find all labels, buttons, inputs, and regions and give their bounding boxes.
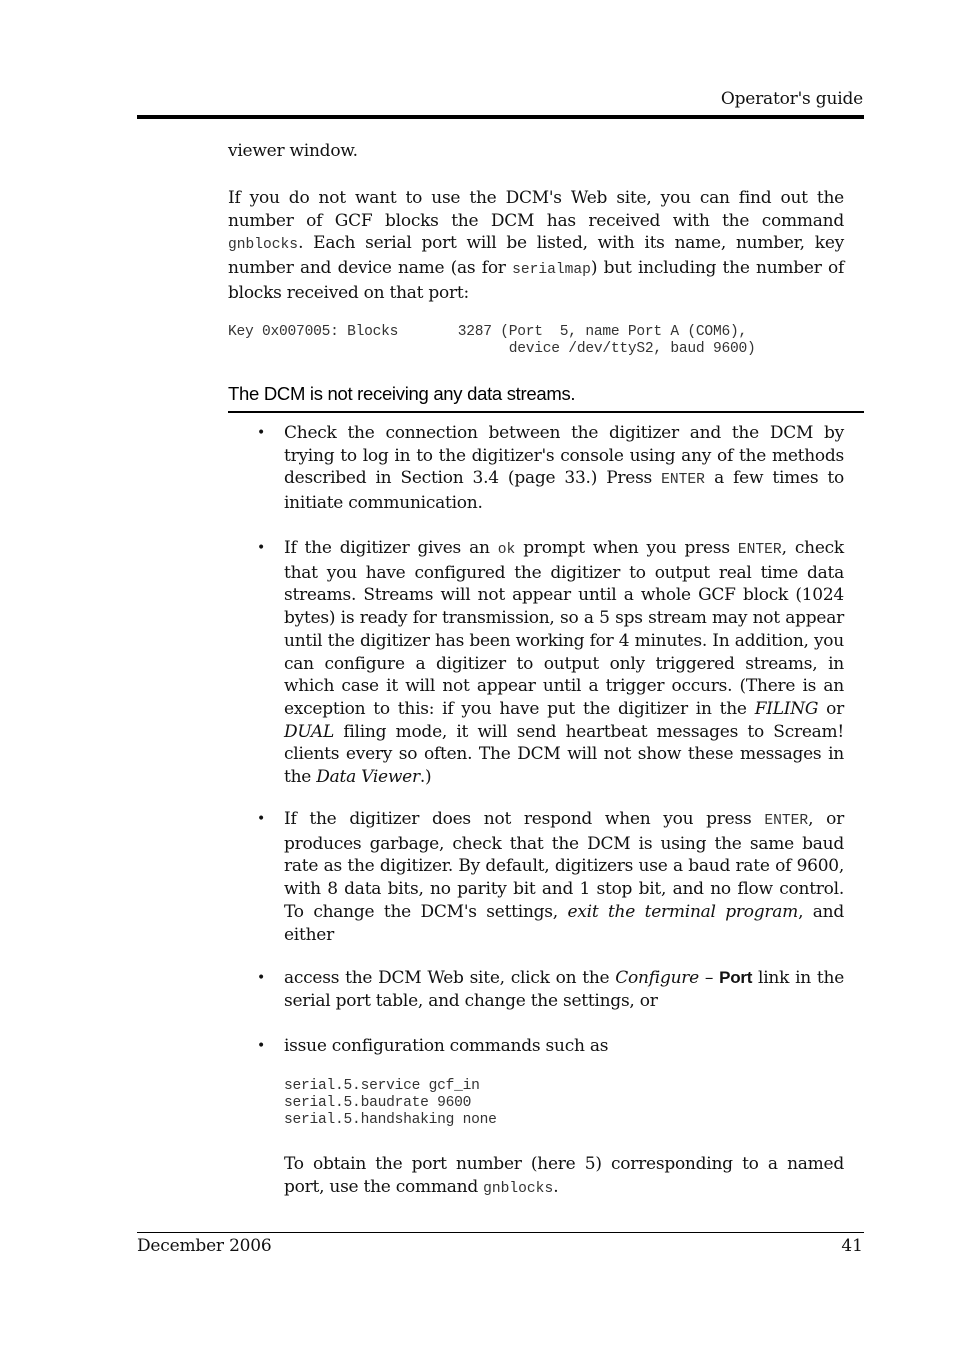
- text: Check the connection between the digitizer and the DCM by trying to log in to the digitizer's console using any of the methods described in Section 3.4 (page 33.) Press: [284, 423, 844, 489]
- text: access the DCM Web site, click on the: [284, 968, 616, 988]
- text: issue configuration commands such as: [284, 1036, 609, 1056]
- text: .: [553, 1176, 559, 1197]
- text: .): [419, 767, 432, 788]
- text: If the digitizer does not respond when you press: [284, 809, 765, 829]
- footer-rule: [137, 1232, 864, 1233]
- text: . Each serial port will be listed, with its name, number, key number and device name (as for: [228, 233, 844, 279]
- text: , check that you have configured the digitizer to output real time data streams. Streams will not appear until a whole GCF block (1024 bytes) is ready for transmission, so a 5 sps stream may not appear until the digitizer has been working for 4 minutes. In addition, you can configure a digitizer to output only triggered streams, in which case it will not appear until a trigger occurs. (There is an exception to this: if you have put the digitizer in the: [284, 538, 844, 719]
- text: , or produces garbage, check that the DCM is using the same baud rate as the digitizer. By default, digitizers use a baud rate of 9600, with 8 data bits, no parity bit and 1 stop bit, and no flow control. To change the DCM's settings,: [284, 809, 845, 922]
- bullet-icon: •: [257, 425, 266, 441]
- inline-code: serialmap: [512, 262, 591, 279]
- page-number: 41: [841, 1236, 863, 1256]
- running-header: Operator's guide: [720, 89, 863, 109]
- paragraph: viewer window.: [228, 141, 358, 161]
- text: link in the serial port table, and change the settings, or: [284, 968, 845, 1011]
- bullet-icon: •: [257, 540, 266, 556]
- emphasis: Configure: [615, 968, 699, 988]
- text: If you do not want to use the DCM's Web site, you can find out the number of GCF blocks the DCM has received with the command: [228, 188, 844, 231]
- footer-date: December 2006: [137, 1236, 272, 1256]
- inline-code: gnblocks: [228, 237, 299, 254]
- emphasis: exit the terminal program: [567, 901, 799, 922]
- emphasis: Data Viewer: [316, 767, 420, 788]
- ui-label: Port: [719, 968, 753, 987]
- text: , and either: [284, 901, 845, 945]
- inline-code: ENTER: [737, 542, 782, 558]
- list-item: [257, 967, 845, 1012]
- text: a few times to initiate communication.: [284, 468, 844, 514]
- bullet-icon: •: [257, 970, 266, 986]
- text: prompt when you press: [515, 538, 738, 558]
- text: To obtain the port number (here 5) corresponding to a named port, use the command: [284, 1154, 844, 1197]
- text: or: [818, 698, 844, 719]
- text: –: [698, 968, 720, 988]
- header-rule: [137, 115, 864, 119]
- section-heading: The DCM is not receiving any data streams.: [228, 383, 576, 404]
- code-block: serial.5.service gcf_in serial.5.baudrate 9600 serial.5.handshaking none: [284, 1078, 497, 1128]
- text: ) but including the number of blocks received on that port:: [228, 258, 845, 303]
- paragraph: [284, 1153, 844, 1200]
- emphasis: FILING: [754, 698, 819, 719]
- list-item: [257, 422, 844, 515]
- inline-code: ENTER: [764, 813, 809, 829]
- list-item: [257, 537, 844, 789]
- emphasis: DUAL: [284, 721, 334, 742]
- list-item: [257, 1035, 844, 1058]
- paragraph: [228, 187, 844, 305]
- inline-code: gnblocks: [483, 1180, 554, 1197]
- list-item: [257, 808, 845, 946]
- inline-code: ok: [497, 542, 516, 558]
- inline-code: ENTER: [661, 472, 705, 489]
- text: filing mode, it will send heartbeat messages to Scream! clients every so often. The DCM will not show these messages in the: [284, 721, 844, 788]
- section-rule: [228, 411, 864, 413]
- text: If the digitizer gives an: [284, 538, 498, 558]
- bullet-icon: •: [257, 811, 266, 827]
- code-block: Key 0x007005: Blocks 3287 (Port 5, name Port A (COM6), device /dev/ttyS2, baud 9600): [228, 324, 756, 357]
- bullet-icon: •: [257, 1038, 266, 1054]
